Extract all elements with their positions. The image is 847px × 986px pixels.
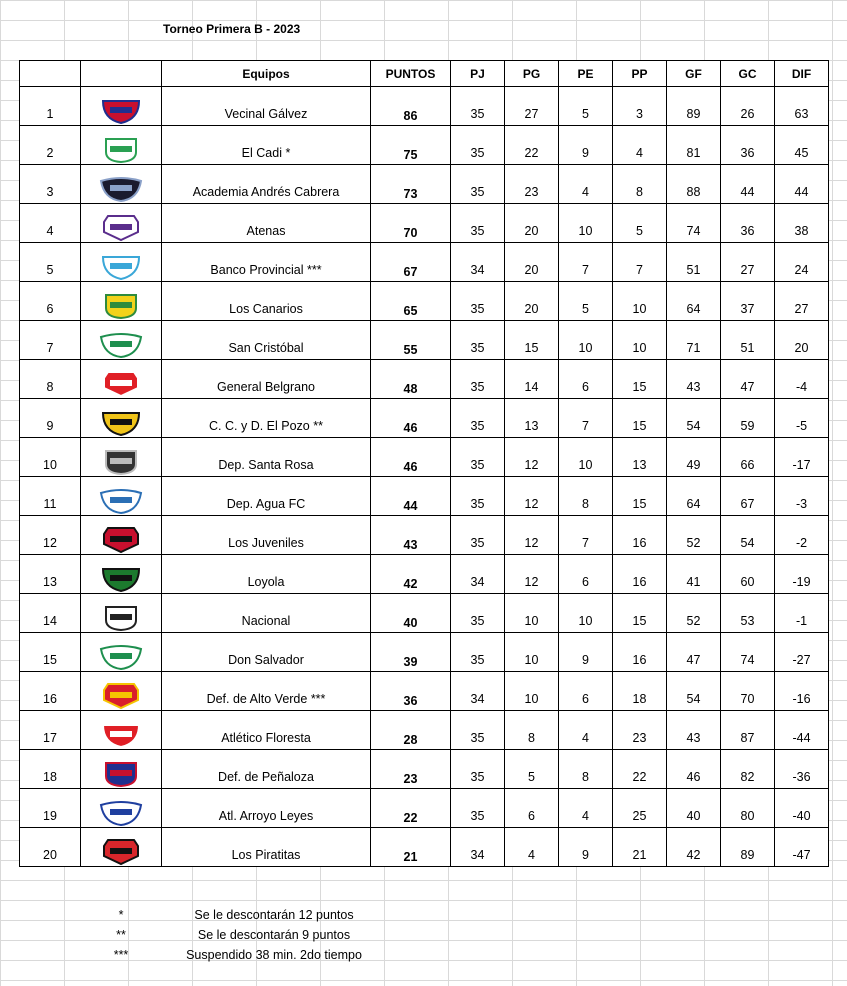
logo-cell xyxy=(81,360,162,399)
logo-cell xyxy=(81,126,162,165)
gc-cell: 70 xyxy=(721,672,775,711)
header-gf: GF xyxy=(667,61,721,87)
gf-cell: 81 xyxy=(667,126,721,165)
dif-cell: -2 xyxy=(775,516,829,555)
pts-cell: 73 xyxy=(371,165,451,204)
gc-cell: 89 xyxy=(721,828,775,867)
pp-cell: 10 xyxy=(613,282,667,321)
pj-cell: 35 xyxy=(451,87,505,126)
dif-cell: -16 xyxy=(775,672,829,711)
gc-cell: 67 xyxy=(721,477,775,516)
pe-cell: 7 xyxy=(559,243,613,282)
position-cell: 10 xyxy=(20,438,81,477)
pg-cell: 20 xyxy=(505,282,559,321)
el-cadi-crest-icon xyxy=(98,136,144,164)
pg-cell: 10 xyxy=(505,672,559,711)
table-row xyxy=(20,828,829,867)
gf-cell: 49 xyxy=(667,438,721,477)
pg-cell: 12 xyxy=(505,438,559,477)
dif-cell: 38 xyxy=(775,204,829,243)
gc-cell: 59 xyxy=(721,399,775,438)
gc-cell: 27 xyxy=(721,243,775,282)
gc-cell: 53 xyxy=(721,594,775,633)
team-name-cell: Los Canarios xyxy=(162,282,371,321)
team-name-cell: El Cadi * xyxy=(162,126,371,165)
pts-cell: 22 xyxy=(371,789,451,828)
header-gc: GC xyxy=(721,61,775,87)
alto-verde-crest-icon xyxy=(98,682,144,710)
header-position xyxy=(20,61,81,87)
table-row xyxy=(20,243,829,282)
team-name-cell: Banco Provincial *** xyxy=(162,243,371,282)
team-name-cell: Nacional xyxy=(162,594,371,633)
pj-cell: 34 xyxy=(451,828,505,867)
pe-cell: 4 xyxy=(559,165,613,204)
dif-cell: -17 xyxy=(775,438,829,477)
pe-cell: 9 xyxy=(559,126,613,165)
pp-cell: 16 xyxy=(613,516,667,555)
gc-cell: 60 xyxy=(721,555,775,594)
pg-cell: 23 xyxy=(505,165,559,204)
pe-cell: 4 xyxy=(559,711,613,750)
position-cell: 14 xyxy=(20,594,81,633)
gc-cell: 44 xyxy=(721,165,775,204)
position-cell: 13 xyxy=(20,555,81,594)
don-salvador-crest-icon xyxy=(98,643,144,671)
logo-cell xyxy=(81,477,162,516)
footnote-text: Suspendido 38 min. 2do tiempo xyxy=(186,948,362,962)
pts-cell: 23 xyxy=(371,750,451,789)
pp-cell: 23 xyxy=(613,711,667,750)
pp-cell: 10 xyxy=(613,321,667,360)
pp-cell: 8 xyxy=(613,165,667,204)
team-name-cell: General Belgrano xyxy=(162,360,371,399)
pe-cell: 5 xyxy=(559,87,613,126)
position-cell: 12 xyxy=(20,516,81,555)
team-name-cell: Atl. Arroyo Leyes xyxy=(162,789,371,828)
standings-table xyxy=(19,60,829,867)
pj-cell: 35 xyxy=(451,282,505,321)
pts-cell: 28 xyxy=(371,711,451,750)
pe-cell: 10 xyxy=(559,321,613,360)
position-cell: 2 xyxy=(20,126,81,165)
pe-cell: 6 xyxy=(559,555,613,594)
header-pj: PJ xyxy=(451,61,505,87)
position-cell: 1 xyxy=(20,87,81,126)
table-row xyxy=(20,711,829,750)
gc-cell: 51 xyxy=(721,321,775,360)
pj-cell: 35 xyxy=(451,594,505,633)
header-logo xyxy=(81,61,162,87)
agua-fc-crest-icon xyxy=(98,487,144,515)
table-row xyxy=(20,399,829,438)
team-name-cell: Don Salvador xyxy=(162,633,371,672)
pp-cell: 13 xyxy=(613,438,667,477)
dif-cell: -44 xyxy=(775,711,829,750)
logo-cell xyxy=(81,594,162,633)
pj-cell: 35 xyxy=(451,399,505,438)
pg-cell: 20 xyxy=(505,243,559,282)
los-canarios-crest-icon xyxy=(98,292,144,320)
header-pp: PP xyxy=(613,61,667,87)
table-row xyxy=(20,282,829,321)
gc-cell: 36 xyxy=(721,126,775,165)
position-cell: 5 xyxy=(20,243,81,282)
pp-cell: 5 xyxy=(613,204,667,243)
pe-cell: 5 xyxy=(559,282,613,321)
gf-cell: 41 xyxy=(667,555,721,594)
pp-cell: 7 xyxy=(613,243,667,282)
pj-cell: 35 xyxy=(451,477,505,516)
logo-cell xyxy=(81,399,162,438)
team-name-cell: Def. de Alto Verde *** xyxy=(162,672,371,711)
pp-cell: 16 xyxy=(613,555,667,594)
pe-cell: 10 xyxy=(559,594,613,633)
team-name-cell: C. C. y D. El Pozo ** xyxy=(162,399,371,438)
pp-cell: 4 xyxy=(613,126,667,165)
pj-cell: 35 xyxy=(451,204,505,243)
pg-cell: 15 xyxy=(505,321,559,360)
gf-cell: 42 xyxy=(667,828,721,867)
pts-cell: 48 xyxy=(371,360,451,399)
logo-cell xyxy=(81,516,162,555)
pj-cell: 34 xyxy=(451,672,505,711)
team-name-cell: Academia Andrés Cabrera xyxy=(162,165,371,204)
logo-cell xyxy=(81,555,162,594)
footnote-mark: * xyxy=(118,908,124,922)
pj-cell: 35 xyxy=(451,789,505,828)
team-name-cell: Los Juveniles xyxy=(162,516,371,555)
pts-cell: 44 xyxy=(371,477,451,516)
table-row xyxy=(20,789,829,828)
penaloza-crest-icon xyxy=(98,760,144,788)
pts-cell: 43 xyxy=(371,516,451,555)
pe-cell: 7 xyxy=(559,516,613,555)
el-pozo-crest-icon xyxy=(98,409,144,437)
pg-cell: 10 xyxy=(505,633,559,672)
dif-cell: 63 xyxy=(775,87,829,126)
footnotes xyxy=(19,906,419,966)
pts-cell: 21 xyxy=(371,828,451,867)
team-name-cell: Dep. Santa Rosa xyxy=(162,438,371,477)
pe-cell: 9 xyxy=(559,633,613,672)
pp-cell: 15 xyxy=(613,477,667,516)
position-cell: 6 xyxy=(20,282,81,321)
table-row xyxy=(20,477,829,516)
position-cell: 20 xyxy=(20,828,81,867)
gc-cell: 87 xyxy=(721,711,775,750)
pts-cell: 46 xyxy=(371,438,451,477)
gf-cell: 52 xyxy=(667,516,721,555)
gf-cell: 52 xyxy=(667,594,721,633)
gc-cell: 66 xyxy=(721,438,775,477)
logo-cell xyxy=(81,789,162,828)
logo-cell xyxy=(81,282,162,321)
position-cell: 16 xyxy=(20,672,81,711)
logo-cell xyxy=(81,633,162,672)
pg-cell: 5 xyxy=(505,750,559,789)
logo-cell xyxy=(81,672,162,711)
standings-body xyxy=(20,87,829,867)
pj-cell: 35 xyxy=(451,165,505,204)
gf-cell: 46 xyxy=(667,750,721,789)
pg-cell: 12 xyxy=(505,516,559,555)
gf-cell: 47 xyxy=(667,633,721,672)
los-juveniles-crest-icon xyxy=(98,526,144,554)
atenas-crest-icon xyxy=(98,214,144,242)
pts-cell: 67 xyxy=(371,243,451,282)
header-dif: DIF xyxy=(775,61,829,87)
logo-cell xyxy=(81,87,162,126)
header-equipos: Equipos xyxy=(162,61,371,87)
pts-cell: 40 xyxy=(371,594,451,633)
san-cristobal-crest-icon xyxy=(98,331,144,359)
floresta-crest-icon xyxy=(98,721,144,749)
logo-cell xyxy=(81,438,162,477)
gc-cell: 36 xyxy=(721,204,775,243)
footnote xyxy=(19,946,419,966)
gf-cell: 64 xyxy=(667,477,721,516)
nacional-crest-icon xyxy=(98,604,144,632)
header-pe: PE xyxy=(559,61,613,87)
table-row xyxy=(20,555,829,594)
team-name-cell: Def. de Peñaloza xyxy=(162,750,371,789)
pj-cell: 35 xyxy=(451,516,505,555)
gf-cell: 74 xyxy=(667,204,721,243)
table-row xyxy=(20,321,829,360)
pts-cell: 55 xyxy=(371,321,451,360)
dif-cell: 24 xyxy=(775,243,829,282)
pg-cell: 13 xyxy=(505,399,559,438)
pj-cell: 35 xyxy=(451,711,505,750)
pg-cell: 6 xyxy=(505,789,559,828)
pp-cell: 15 xyxy=(613,594,667,633)
pts-cell: 42 xyxy=(371,555,451,594)
pg-cell: 14 xyxy=(505,360,559,399)
pg-cell: 12 xyxy=(505,555,559,594)
header-pg: PG xyxy=(505,61,559,87)
logo-cell xyxy=(81,321,162,360)
team-name-cell: Atlético Floresta xyxy=(162,711,371,750)
dif-cell: 27 xyxy=(775,282,829,321)
gc-cell: 47 xyxy=(721,360,775,399)
pj-cell: 35 xyxy=(451,126,505,165)
pe-cell: 6 xyxy=(559,360,613,399)
logo-cell xyxy=(81,243,162,282)
pts-cell: 75 xyxy=(371,126,451,165)
pts-cell: 36 xyxy=(371,672,451,711)
general-belgrano-crest-icon xyxy=(98,370,144,398)
gc-cell: 54 xyxy=(721,516,775,555)
pp-cell: 25 xyxy=(613,789,667,828)
pg-cell: 27 xyxy=(505,87,559,126)
pg-cell: 4 xyxy=(505,828,559,867)
pj-cell: 35 xyxy=(451,321,505,360)
dif-cell: -1 xyxy=(775,594,829,633)
pj-cell: 35 xyxy=(451,360,505,399)
gc-cell: 37 xyxy=(721,282,775,321)
dif-cell: -5 xyxy=(775,399,829,438)
gf-cell: 54 xyxy=(667,672,721,711)
pts-cell: 39 xyxy=(371,633,451,672)
dif-cell: 20 xyxy=(775,321,829,360)
pj-cell: 35 xyxy=(451,750,505,789)
gc-cell: 74 xyxy=(721,633,775,672)
pp-cell: 15 xyxy=(613,399,667,438)
pe-cell: 10 xyxy=(559,438,613,477)
table-row xyxy=(20,438,829,477)
team-name-cell: Atenas xyxy=(162,204,371,243)
pe-cell: 7 xyxy=(559,399,613,438)
table-row xyxy=(20,87,829,126)
pg-cell: 20 xyxy=(505,204,559,243)
pe-cell: 4 xyxy=(559,789,613,828)
pts-cell: 86 xyxy=(371,87,451,126)
gc-cell: 26 xyxy=(721,87,775,126)
header-puntos: PUNTOS xyxy=(371,61,451,87)
logo-cell xyxy=(81,828,162,867)
logo-cell xyxy=(81,165,162,204)
pp-cell: 3 xyxy=(613,87,667,126)
pp-cell: 16 xyxy=(613,633,667,672)
header-row xyxy=(20,61,829,87)
table-row xyxy=(20,594,829,633)
vecinal-galvez-crest-icon xyxy=(98,97,144,125)
team-name-cell: Dep. Agua FC xyxy=(162,477,371,516)
team-name-cell: Vecinal Gálvez xyxy=(162,87,371,126)
position-cell: 17 xyxy=(20,711,81,750)
dif-cell: -19 xyxy=(775,555,829,594)
footnote xyxy=(19,906,419,926)
dif-cell: -4 xyxy=(775,360,829,399)
dif-cell: -3 xyxy=(775,477,829,516)
position-cell: 15 xyxy=(20,633,81,672)
position-cell: 7 xyxy=(20,321,81,360)
table-row xyxy=(20,360,829,399)
team-name-cell: Loyola xyxy=(162,555,371,594)
position-cell: 3 xyxy=(20,165,81,204)
footnote-mark: *** xyxy=(113,948,129,962)
table-row xyxy=(20,750,829,789)
team-name-cell: Los Piratitas xyxy=(162,828,371,867)
pj-cell: 35 xyxy=(451,633,505,672)
dif-cell: 45 xyxy=(775,126,829,165)
santa-rosa-crest-icon xyxy=(98,448,144,476)
position-cell: 11 xyxy=(20,477,81,516)
dif-cell: -40 xyxy=(775,789,829,828)
table-row xyxy=(20,126,829,165)
table-row xyxy=(20,516,829,555)
gc-cell: 80 xyxy=(721,789,775,828)
footnote xyxy=(19,926,419,946)
pts-cell: 70 xyxy=(371,204,451,243)
pe-cell: 8 xyxy=(559,750,613,789)
dif-cell: -27 xyxy=(775,633,829,672)
gf-cell: 43 xyxy=(667,711,721,750)
pg-cell: 8 xyxy=(505,711,559,750)
pe-cell: 9 xyxy=(559,828,613,867)
position-cell: 9 xyxy=(20,399,81,438)
logo-cell xyxy=(81,204,162,243)
dif-cell: 44 xyxy=(775,165,829,204)
gf-cell: 54 xyxy=(667,399,721,438)
los-piratitas-crest-icon xyxy=(98,838,144,866)
table-row xyxy=(20,165,829,204)
gf-cell: 88 xyxy=(667,165,721,204)
pe-cell: 10 xyxy=(559,204,613,243)
academia-cabrera-crest-icon xyxy=(98,175,144,203)
gf-cell: 89 xyxy=(667,87,721,126)
pp-cell: 21 xyxy=(613,828,667,867)
pj-cell: 34 xyxy=(451,555,505,594)
team-name-cell: San Cristóbal xyxy=(162,321,371,360)
sheet-title: Torneo Primera B - 2023 xyxy=(163,22,301,36)
pj-cell: 35 xyxy=(451,438,505,477)
footnote-mark: ** xyxy=(116,928,126,942)
gf-cell: 40 xyxy=(667,789,721,828)
table-row xyxy=(20,633,829,672)
footnote-text: Se le descontarán 12 puntos xyxy=(194,908,354,922)
logo-cell xyxy=(81,711,162,750)
table-row xyxy=(20,204,829,243)
pg-cell: 22 xyxy=(505,126,559,165)
gf-cell: 51 xyxy=(667,243,721,282)
pp-cell: 22 xyxy=(613,750,667,789)
gf-cell: 64 xyxy=(667,282,721,321)
position-cell: 19 xyxy=(20,789,81,828)
gf-cell: 43 xyxy=(667,360,721,399)
pe-cell: 8 xyxy=(559,477,613,516)
gc-cell: 82 xyxy=(721,750,775,789)
logo-cell xyxy=(81,750,162,789)
pe-cell: 6 xyxy=(559,672,613,711)
pg-cell: 12 xyxy=(505,477,559,516)
pp-cell: 18 xyxy=(613,672,667,711)
position-cell: 8 xyxy=(20,360,81,399)
arroyo-leyes-crest-icon xyxy=(98,799,144,827)
loyola-crest-icon xyxy=(98,565,144,593)
pts-cell: 46 xyxy=(371,399,451,438)
banco-provincial-crest-icon xyxy=(98,253,144,281)
table-row xyxy=(20,672,829,711)
gf-cell: 71 xyxy=(667,321,721,360)
position-cell: 18 xyxy=(20,750,81,789)
dif-cell: -47 xyxy=(775,828,829,867)
pg-cell: 10 xyxy=(505,594,559,633)
pj-cell: 34 xyxy=(451,243,505,282)
pp-cell: 15 xyxy=(613,360,667,399)
dif-cell: -36 xyxy=(775,750,829,789)
pts-cell: 65 xyxy=(371,282,451,321)
footnote-text: Se le descontarán 9 puntos xyxy=(197,928,351,942)
position-cell: 4 xyxy=(20,204,81,243)
